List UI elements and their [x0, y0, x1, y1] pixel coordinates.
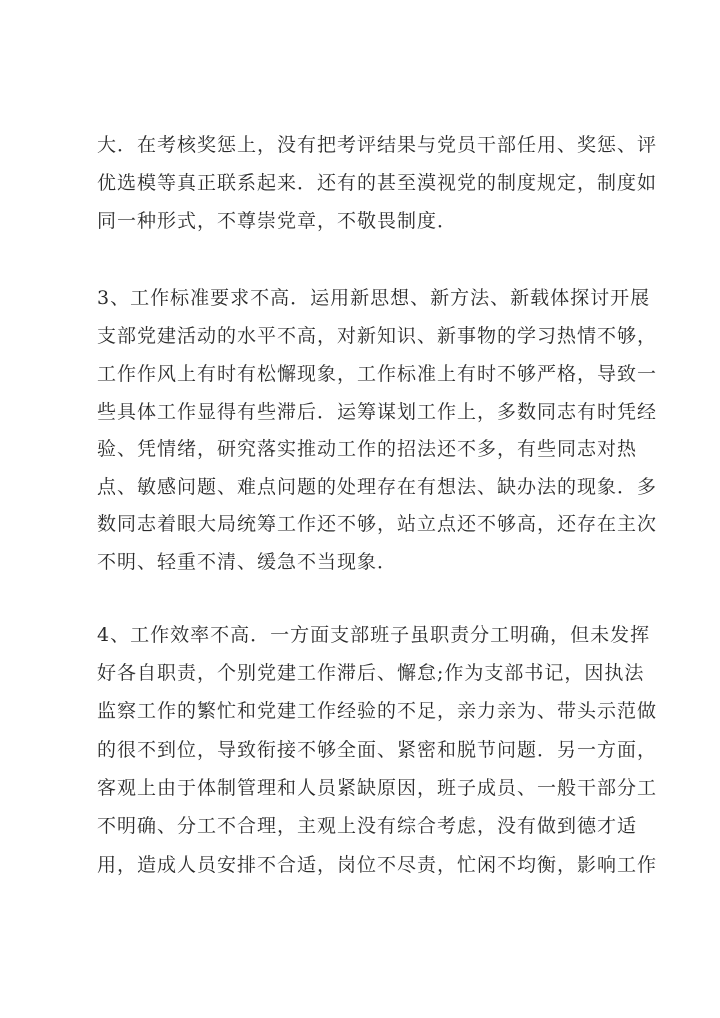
text-line: 点、敏感问题、难点问题的处理存在有想法、缺办法的现象．多 [97, 476, 658, 498]
text-line: 的很不到位，导致衔接不够全面、紧密和脱节问题．另一方面， [97, 739, 658, 761]
text-line: 不明确、分工不合理，主观上没有综合考虑，没有做到德才适 [97, 815, 638, 837]
text-line: 验、凭情绪，研究落实推动工作的招法还不多，有些同志对热 [97, 438, 638, 460]
text-line: 数同志着眼大局统筹工作还不够，站立点还不够高，还存在主次 [97, 513, 658, 535]
text-line: 监察工作的繁忙和党建工作经验的不足，亲力亲为、带头示范做 [97, 700, 658, 722]
text-line: 客观上由于体制管理和人员紧缺原因，班子成员、一般干部分工 [97, 777, 658, 799]
text-line: 3、工作标准要求不高．运用新思想、新方法、新载体探讨开展 [97, 287, 651, 309]
text-line: 优选模等真正联系起来．还有的甚至漠视党的制度规定，制度如 [97, 172, 658, 194]
text-line: 支部党建活动的水平不高，对新知识、新事物的学习热情不够， [97, 325, 658, 347]
text-line: 好各自职责，个别党建工作滞后、懈怠;作为支部书记，因执法 [97, 662, 645, 684]
text-line: 同一种形式，不尊崇党章，不敬畏制度． [97, 210, 458, 232]
text-line: 些具体工作显得有些滞后．运筹谋划工作上，多数同志有时凭经 [97, 401, 658, 423]
text-line: 大．在考核奖惩上，没有把考评结果与党员干部任用、奖惩、评 [97, 134, 658, 156]
text-line: 用，造成人员安排不合适，岗位不尽责，忙闲不均衡，影响工作 [97, 854, 658, 876]
text-line: 4、工作效率不高．一方面支部班子虽职责分工明确，但未发挥 [97, 624, 651, 646]
text-line: 不明、轻重不清、缓急不当现象． [97, 551, 398, 573]
text-line: 工作作风上有时有松懈现象，工作标准上有时不够严格，导致一 [97, 363, 658, 385]
